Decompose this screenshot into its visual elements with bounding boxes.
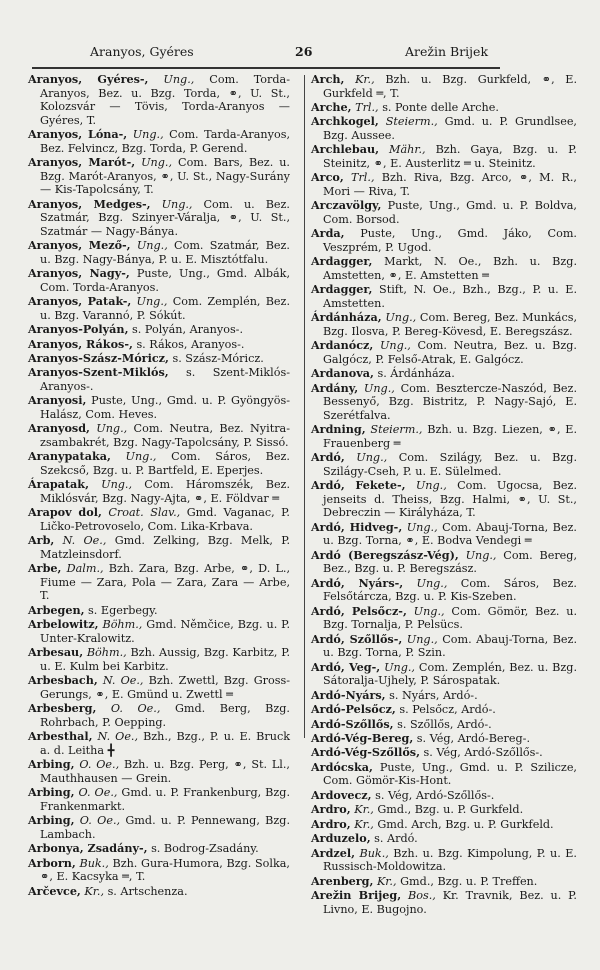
entry-headword: Arco, [311,170,344,185]
entry-region: Dalm., [66,562,104,576]
entry-text: Gmd. Arch, Bzg. u. P. Gurkfeld. [377,817,554,831]
entry-region: Ung., [163,73,195,86]
entry-text: s. Szőllős, Ardó-. [397,717,492,731]
entry-headword: Arbing, [28,813,75,828]
gazetteer-entry [311,367,577,381]
entry-headword: Aranyos, Patak-, [28,294,132,309]
entry-text: s. Vég, Ardó-Szőllős-. [423,746,543,760]
entry-headword: Arbing, [28,757,75,772]
entry-text: Bzh. Riva, Bzg. Arco, ⚭, M. R., Mori — Riva, T. [323,171,577,198]
gazetteer-entry [311,577,577,604]
entry-region: Ung., [385,311,417,325]
gazetteer-entry [311,761,577,788]
gazetteer-entry [311,423,577,450]
entry-text: Com. Tarda-Aranyos, Bez. Felvincz, Bzg. Torda, P. Gerend. [40,128,290,155]
gazetteer-entry [28,842,290,856]
entry-text: s. Egerbegy. [88,603,158,617]
entry-region: Mähr., [389,143,426,157]
entry-text: s. Vég, Ardó-Bereg-. [416,731,531,745]
entry-text: Bzh., Bzg., P. u. E. Bruck a. d. Leitha ╋ [40,730,290,757]
gazetteer-entry [311,889,577,916]
entry-headword: Aranyos, Rákos-, [28,336,133,351]
gazetteer-entry [311,718,577,732]
gazetteer-entry [28,604,290,618]
entry-text: Puste, Ung., Gmd. u. P. Boldva, Com. Borsod. [323,199,577,226]
entry-region: Kr., [355,73,375,86]
entry-text: Gmd., Bzg. u. P. Gurkfeld. [377,803,524,817]
gazetteer-entry [28,323,290,337]
entry-region: Ung., [356,451,388,465]
entry-text: Gmd. u. P. Frankenburg, Bzg. Frankenmarkt. [40,786,291,813]
entry-text: Com. Ugocsa, Bez. jenseits d. Theiss, Bzg. Halmi, ⚭, U. St., Debreczin — Királyháza, T. [323,479,578,520]
entry-text: Bzh. Gura-Humora, Bzg. Solka, ⚭, E. Kacsyka ═, T. [40,856,290,884]
gazetteer-entry [311,283,577,310]
entry-headword: Arbesau, [28,645,84,660]
gazetteer-entry [28,562,290,603]
entry-headword: Arapov dol, [28,505,102,520]
entry-text: Com. Gömör, Bez. u. Bzg. Tornalja, P. Pelsücs. [323,604,578,632]
entry-region: Ung., [415,479,447,493]
entry-headword: Aranyos-Polyán, [28,322,129,337]
entry-region: Ung., [413,604,445,618]
entry-region: Ung., [136,295,168,309]
entry-text: s. Árdánháza. [377,367,455,381]
entry-region: Ung., [125,450,157,464]
entry-headword: Ardány, [311,380,359,395]
entry-headword: Ardro, [311,802,351,817]
header-left-guideword: Aranyos, Gyéres [90,44,194,59]
gazetteer-entry [28,758,290,785]
gazetteer-entry [28,534,290,561]
gazetteer-entry [311,479,577,520]
gazetteer-entry [28,422,290,449]
entry-headword: Arbonya, Zsadány-, [28,841,148,856]
entry-headword: Ardovecz, [311,787,372,802]
entry-text: Bzh. Aussig, Bzg. Karbitz, P. u. E. Kulm bei Karbitz. [40,646,291,673]
entry-region: Ung., [416,576,448,590]
entry-region: Ung., [132,128,164,142]
entry-text: s. Polyán, Aranyos-. [132,323,244,337]
entry-region: Steierm., [370,423,423,437]
entry-region: Bos., [408,889,436,902]
entry-text: Com. Neutra, Bez. u. Bzg. Galgócz, P. Felső-Atrak, E. Galgócz. [323,339,577,366]
entry-headword: Aranypataka, [28,449,111,464]
gazetteer-entry [311,549,577,576]
entry-text: Bzh. u. Bzg. Liezen, ⚭, E. Frauenberg ═ [323,423,578,450]
entry-text: Puste, Ung., Gmd. u. P. Gyöngyös-Halász, Com. Heves. [40,394,290,421]
gazetteer-entry [28,394,290,421]
entry-region: Kr., [84,884,104,898]
gazetteer-entry [311,73,577,100]
gazetteer-entry [311,171,577,198]
gazetteer-entry [28,646,290,673]
entry-text: Gmd. Němčice, Bzg. u. P. Unter-Kralowitz. [40,618,290,645]
entry-region: Steierm., [385,115,438,129]
entry-headword: Arbesbach, [28,673,98,688]
entry-text: Com. Sáros, Bez. Szekcső, Bzg. u. P. Bartfeld, E. Eperjes. [40,450,290,477]
gazetteer-entry [311,789,577,803]
entry-headword: Arb, [28,533,55,548]
entry-headword: Ardagger, [311,282,373,297]
gazetteer-entry [311,689,577,703]
entry-text: Bzh. Zara, Bzg. Arbe, ⚭, D. L., Fiume — Zara, Pola — Zara, Zara — Arbe, T. [40,562,291,603]
entry-headword: Ardó, [311,450,345,465]
entry-region: N. Oe., [62,534,107,548]
gazetteer-entry [28,352,290,366]
gazetteer-entry [311,255,577,282]
entry-region: Kr., [354,803,374,817]
entry-headword: Ardning, [311,422,366,437]
entry-headword: Archkogel, [311,114,379,129]
gazetteer-entry [311,746,577,760]
entry-text: s. Ardó. [374,832,418,846]
entry-region: N. Oe., [102,674,144,688]
entry-headword: Ardanócz, [311,338,374,353]
entry-headword: Aranyosd, [28,421,90,436]
entry-text: Stift, N. Oe., Bzh., Bzg., P. u. E. Amstetten. [323,283,578,310]
gazetteer-entry [311,311,577,338]
gazetteer-entry [28,618,290,645]
entry-region: Ung., [406,520,438,534]
gazetteer-entry [28,506,290,533]
running-header [30,44,500,62]
entry-text: Bzh. Zwettl, Bzg. Gross-Gerungs, ⚭, E. Gmünd u. Zwettl ═ [40,674,290,701]
entry-text: Gmd. Berg, Bzg. Rohrbach, P. Oepping. [40,702,290,729]
entry-region: O. Oe., [110,702,161,716]
entry-text: Gmd., Bzg. u. P. Treffen. [400,874,538,888]
gazetteer-entry [28,478,290,505]
entry-headword: Arbing, [28,785,75,800]
entry-region: Trl., [351,171,375,185]
gazetteer-entry [311,115,577,142]
entry-headword: Arch, [311,72,345,86]
header-right-guideword: Arežin Brijek [405,44,489,59]
entry-headword: Ardó, Hidveg-, [311,519,403,534]
entry-text: Kr. Travnik, Bez. u. P. Livno, E. Bugojno. [323,889,577,916]
entry-text: s. Rákos, Aranyos-. [136,337,245,351]
entry-headword: Aranyos-Szász-Móricz, [28,350,169,365]
gazetteer-entry [311,521,577,548]
entry-text: Com. Bars, Bez. u. Bzg. Marót-Aranyos, ⚭, U. St., Nagy-Surány — Kis-Tapolcsány, T. [40,156,290,197]
gazetteer-entry [311,847,577,874]
entry-headword: Ardócska, [311,759,373,774]
entry-headword: Aranyos, Mező-, [28,238,131,253]
entry-headword: Arda, [311,226,345,241]
gazetteer-entry [311,832,577,846]
gazetteer-entry [28,338,290,352]
entry-region: Ung., [161,197,193,211]
entry-region: Ung., [465,548,497,562]
entry-text: Bzh. u. Bzg. Perg, ⚭, St. Ll., Mauthhausen — Grein. [40,758,290,785]
gazetteer-entry [311,605,577,632]
entry-region: Böhm., [102,618,143,632]
entry-headword: Ardó, Fekete-, [311,478,406,493]
gazetteer-entry [28,450,290,477]
page-number: 26 [295,44,313,59]
gazetteer-entry [311,661,577,688]
entry-text: s. Szász-Móricz. [172,351,264,365]
entry-text: Gmd. Vaganac, P. Ličko-Petrovoselo, Com. Lika-Krbava. [40,506,290,533]
gazetteer-entry [28,786,290,813]
gazetteer-entry [28,267,290,294]
entry-text: Com. Sáros, Bez. Felsőtárcza, Bzg. u. P. Kis-Szeben. [323,576,577,604]
gazetteer-entry [311,339,577,366]
entry-region: Ung., [406,632,438,646]
entry-headword: Ardzel, [311,845,356,860]
entry-region: O. Oe., [78,786,118,800]
entry-text: Gmd. Zelking, Bzg. Melk, P. Matzleinsdorf. [40,534,291,561]
entry-headword: Aranyos, Gyéres-, [28,72,149,86]
column-divider [304,75,305,738]
gazetteer-entry [311,143,577,170]
entry-text: Bzh. u. Bzg. Gurkfeld, ⚭, E. Gurkfeld ═, T. [323,73,578,100]
entry-headword: Arczavölgy, [311,198,382,213]
entry-headword: Ardagger, [311,254,373,269]
entry-region: Böhm., [86,646,127,660]
gazetteer-entry [28,674,290,701]
entry-headword: Árdánháza, [311,310,382,325]
entry-region: Trl., [355,100,379,114]
gazetteer-entry [311,382,577,423]
gazetteer-entry [311,199,577,226]
entry-headword: Arbegen, [28,602,85,617]
entry-headword: Arežin Brijeg, [311,888,402,902]
entry-headword: Aranyos, Marót-, [28,155,136,170]
entry-text: s. Vég, Ardó-Szőllős-. [375,788,495,802]
entry-text: s. Bodrog-Zsadány. [151,842,259,856]
entry-region: Buk., [79,856,109,870]
entry-text: Com. Neutra, Bez. Nyitra-zsambakrét, Bzg. Nagy-Tapolcsány, P. Sissó. [40,422,290,449]
entry-headword: Aranyos-Szent-Miklós, [28,365,169,380]
entry-headword: Aranyos, Medges-, [28,196,151,211]
entry-text: Puste, Ung., Gmd. Albák, Com. Torda-Aranyos. [40,267,290,294]
entry-headword: Arbe, [28,561,62,576]
entry-text: s. Ponte delle Arche. [382,100,499,114]
entry-text: s. Nyárs, Ardó-. [389,688,478,702]
entry-headword: Ardó-Pelsőcz, [311,702,396,717]
entry-headword: Ardó-Vég-Bereg, [311,730,414,745]
entry-text: Com. Szatmár, Bez. u. Bzg. Nagy-Bánya, P. u. E. Misztótfalu. [40,239,290,266]
entry-headword: Ardó, Pelsőcz-, [311,603,407,618]
entry-region: Ung., [384,660,415,674]
entry-text: Gmd. u. P. Grundlsee, Bzg. Aussee. [323,115,577,142]
entry-region: O. Oe., [79,814,121,828]
gazetteer-entry [28,128,290,155]
gazetteer-entry [28,156,290,197]
entry-text: Bzh. u. Bzg. Kimpolung, P. u. E. Russisch-Moldowitza. [323,846,577,874]
entry-text: Com. Szilágy, Bez. u. Bzg. Szilágy-Cseh, P. u. E. Sülelmed. [323,451,578,478]
entry-headword: Ardó-Vég-Szőllős, [311,745,420,760]
entry-text: Puste, Ung., Gmd. u. P. Szilicze, Com. Gömör-Kis-Hont. [323,760,577,788]
entry-headword: Arborn, [28,855,76,870]
entry-text: Com. Bereg, Bez., Bzg. u. P. Beregszász. [323,548,578,576]
entry-headword: Ardó, Nyárs-, [311,575,404,590]
gazetteer-entry [28,198,290,239]
entry-headword: Arbesthal, [28,729,93,744]
entry-text: Com. u. Bez. Szatmár, Bzg. Szinyer-Váralja, ⚭, U. St., Szatmár — Nagy-Bánya. [40,197,290,238]
entry-region: Ung., [136,239,168,253]
entry-text: Com. Torda-Aranyos, Bez. u. Bzg. Torda, ⚭, U. St., Kolozsvár — Tövis, Torda-Aranyos — Gyéres, T. [40,73,291,127]
entry-region: Ung., [363,381,395,395]
gazetteer-entry [311,803,577,817]
left-column [28,73,290,899]
entry-region: Croat. Slav., [108,506,181,520]
entry-headword: Arenberg, [311,873,374,888]
entry-region: N. Oe., [97,730,139,744]
entry-headword: Arduzelo, [311,831,371,846]
gazetteer-entry [311,703,577,717]
entry-headword: Ardro, [311,816,351,831]
gazetteer-entry [311,818,577,832]
entry-headword: Ardó, Szőllős-, [311,631,403,646]
gazetteer-entry [28,239,290,266]
gazetteer-entry [28,295,290,322]
entry-headword: Arčevce, [28,883,81,898]
gazetteer-entry [28,730,290,757]
entry-region: Buk., [359,846,389,860]
entry-headword: Aranyosi, [28,393,87,408]
gazetteer-entry [311,451,577,478]
entry-region: Kr., [354,817,374,831]
entry-text: Com. Abauj-Torna, Bez. u. Bzg. Torna, ⚭, E. Bodva Vendegi ═ [323,520,577,548]
gazetteer-entry [28,885,290,899]
entry-region: Ung., [96,422,128,436]
entry-region: Ung., [379,339,411,353]
entry-headword: Árapatak, [28,477,89,492]
gazetteer-entry [28,73,290,127]
header-rule [32,67,500,69]
entry-text: Markt, N. Oe., Bzh. u. Bzg. Amstetten, ⚭, E. Amstetten ═ [323,255,577,282]
gazetteer-entry [311,732,577,746]
entry-headword: Arbesberg, [28,701,97,716]
entry-region: O. Oe., [79,758,120,772]
entry-text: s. Pelsőcz, Ardó-. [399,703,496,717]
entry-headword: Archlebau, [311,142,379,157]
entry-text: s. Szent-Miklós-Aranyos-. [40,366,290,393]
gazetteer-entry [311,101,577,115]
entry-headword: Aranyos, Lóna-, [28,127,128,142]
entry-headword: Arche, [311,99,352,114]
entry-region: Kr., [376,874,397,888]
entry-region: Ung., [101,478,133,492]
entry-text: Com. Háromszék, Bez. Miklósvár, Bzg. Nagy-Ajta, ⚭, E. Földvar ═ [40,478,291,505]
gazetteer-entry [28,857,290,884]
gazetteer-entry [311,227,577,254]
entry-headword: Ardó, Veg-, [311,659,381,674]
entry-headword: Aranyos, Nagy-, [28,266,130,281]
entry-text: Gmd. u. P. Pennewang, Bzg. Lambach. [40,814,291,841]
entry-headword: Ardó-Nyárs, [311,687,386,702]
entry-text: Com. Abauj-Torna, Bez. u. Bzg. Torna, P. Szin. [323,632,578,660]
entry-text: Puste, Ung., Gmd. Jáko, Com. Veszprém, P. Ugod. [323,227,577,254]
entry-text: Com. Besztercze-Naszód, Bez. Bessenyő, Bzg. Bistritz, P. Nagy-Sajó, E. Szerétfalva. [323,381,578,422]
entry-text: Com. Zemplén, Bez. u. Bzg. Sátoralja-Ujhely, P. Sárospatak. [323,660,578,688]
entry-headword: Ardó (Beregszász-Vég), [311,547,459,562]
entry-text: Com. Zemplén, Bez. u. Bzg. Varannó, P. Sókút. [40,295,291,322]
gazetteer-entry [311,633,577,660]
entry-text: s. Artschenza. [107,884,188,898]
entry-text: Com. Bereg, Bez. Munkács, Bzg. Ilosva, P. Bereg-Kövesd, E. Beregszász. [323,311,578,338]
entry-region: Ung., [141,156,173,170]
entry-headword: Arbelowitz, [28,617,99,632]
gazetteer-entry [28,366,290,393]
gazetteer-entry [311,875,577,889]
gazetteer-entry [28,814,290,841]
right-column [311,73,577,917]
gazetteer-entry [28,702,290,729]
entry-headword: Ardó-Szőllős, [311,716,394,731]
entry-headword: Ardanova, [311,366,374,381]
entry-text: Bzh. Gaya, Bzg. u. P. Steinitz, ⚭, E. Austerlitz ═ u. Steinitz. [323,143,577,170]
